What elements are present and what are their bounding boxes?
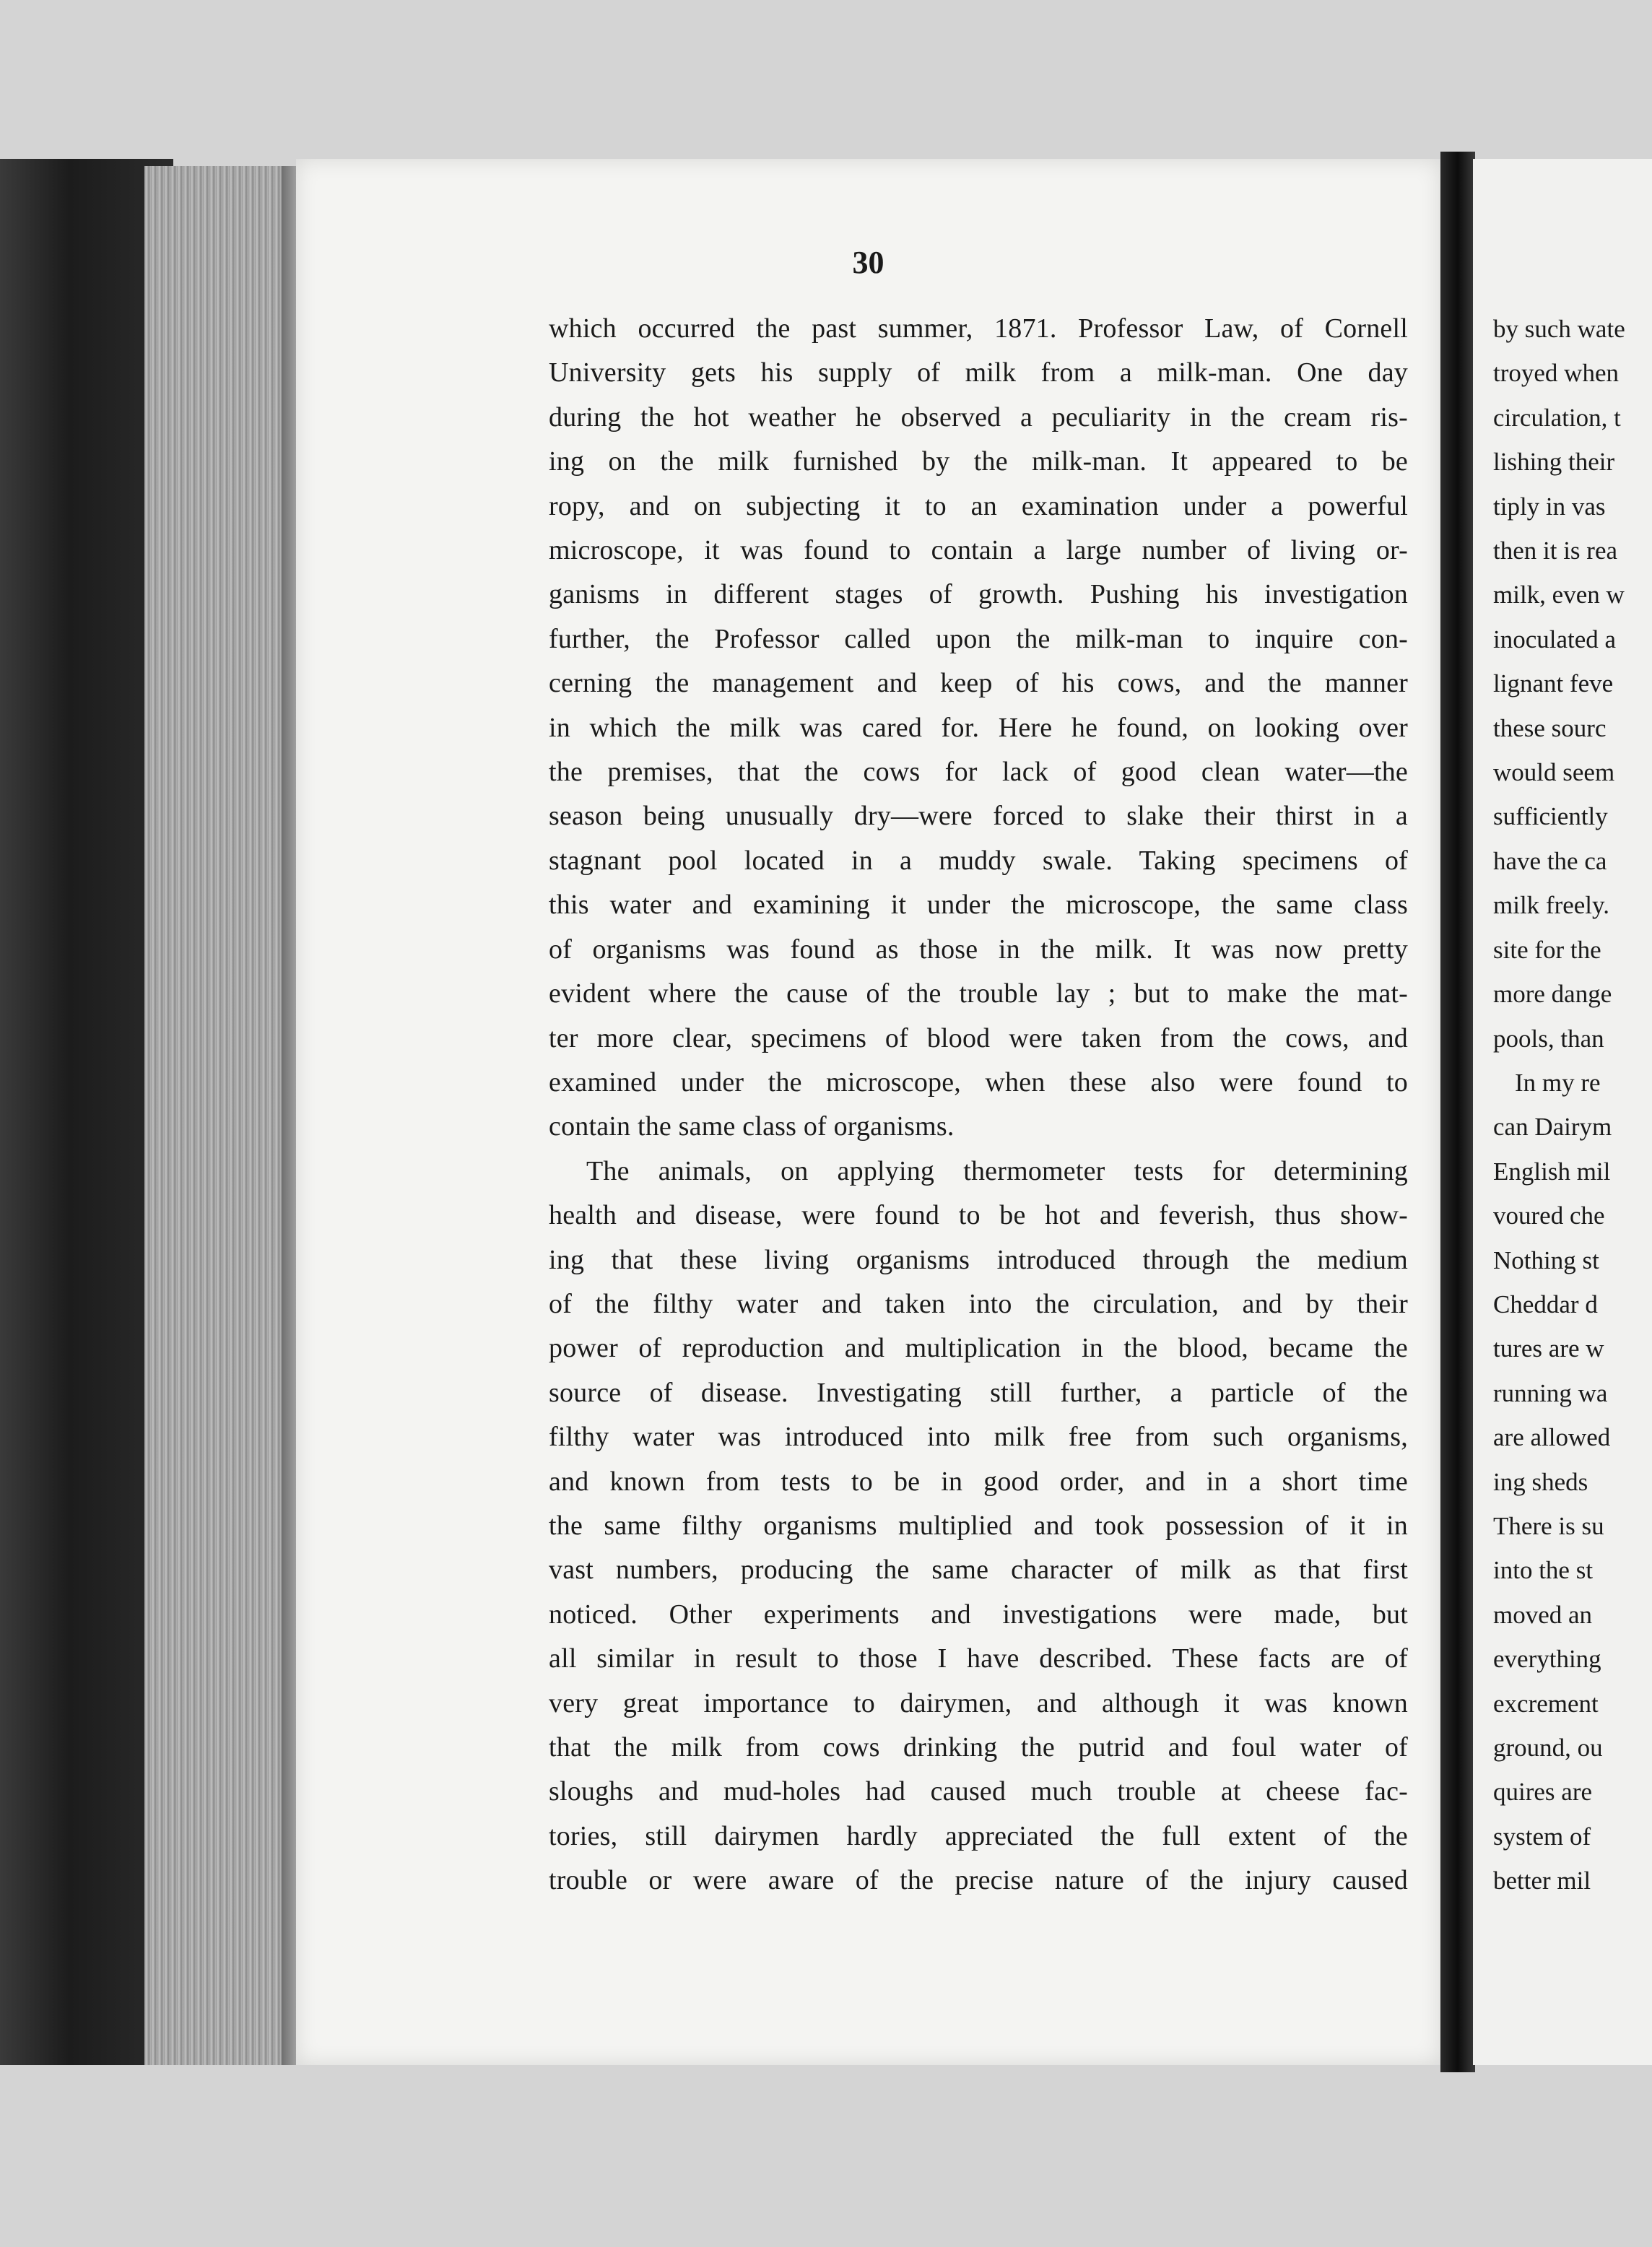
book-gutter: [1440, 152, 1475, 2072]
fragment-line: Nothing st: [1493, 1246, 1599, 1274]
fragment-line: milk freely.: [1493, 891, 1610, 920]
text-line: power of reproduction and multiplication in the blood, became the: [549, 1333, 1408, 1364]
fragment-line: ground, ou: [1493, 1734, 1603, 1762]
fragment-line: would seem: [1493, 758, 1615, 787]
fragment-line: more dange: [1493, 980, 1612, 1009]
text-line: noticed. Other experiments and investigations were made, but: [549, 1599, 1408, 1630]
fragment-line: everything: [1493, 1645, 1601, 1674]
fragment-line: inoculated a: [1493, 625, 1617, 653]
text-line: and known from tests to be in good order, and in a short time: [549, 1466, 1408, 1497]
fragment-line: then it is rea: [1493, 536, 1618, 565]
text-line: of the filthy water and taken into the circulation, and by their: [549, 1288, 1408, 1319]
fragment-line: system of: [1493, 1822, 1591, 1851]
fragment-line: English mil: [1493, 1157, 1611, 1186]
left-page: [296, 159, 1440, 2065]
text-line: tories, still dairymen hardly appreciated the full extent of the: [549, 1820, 1408, 1851]
fragment-line: In my re: [1515, 1068, 1601, 1097]
fragment-line: tiply in vas: [1493, 492, 1606, 521]
text-line: all similar in result to those I have described. These facts are of: [549, 1643, 1408, 1674]
fragment-line: lishing their: [1493, 448, 1615, 477]
fragment-line: circulation, t: [1493, 403, 1621, 432]
right-page-text: [1493, 307, 1652, 1903]
fragment-line: There is su: [1493, 1511, 1604, 1540]
text-line: vast numbers, producing the same character of milk as that first: [549, 1555, 1408, 1586]
page-number: 30: [852, 245, 884, 280]
text-line: ter more clear, specimens of blood were taken from the cows, and: [549, 1022, 1408, 1053]
text-line: examined under the microscope, when these also were found to: [549, 1066, 1408, 1098]
fragment-line: better mil: [1493, 1866, 1591, 1895]
text-line: University gets his supply of milk from a milk-man. One day: [549, 357, 1408, 388]
text-line: microscope, it was found to contain a large number of living or-: [549, 535, 1408, 566]
text-line: health and disease, were found to be hot and feverish, thus show-: [549, 1200, 1408, 1231]
text-line: season being unusually dry—were forced to slake their thirst in a: [549, 801, 1408, 832]
text-line: very great importance to dairymen, and although it was known: [549, 1687, 1408, 1718]
fragment-line: by such wate: [1493, 315, 1625, 343]
text-line: in which the milk was cared for. Here he found, on looking over: [549, 712, 1408, 743]
text-line: further, the Professor called upon the milk-man to inquire con-: [549, 623, 1408, 654]
text-line: evident where the cause of the trouble lay ; but to make the mat-: [549, 978, 1408, 1009]
fragment-line: have the ca: [1493, 846, 1607, 875]
fragment-line: quires are: [1493, 1778, 1593, 1807]
text-line: stagnant pool located in a muddy swale. Taking specimens of: [549, 845, 1408, 876]
text-line: The animals, on applying thermometer tests for determining: [586, 1155, 1408, 1186]
text-line: the premises, that the cows for lack of good clean water—the: [549, 757, 1408, 788]
page-edges: [144, 166, 289, 2065]
fragment-line: can Dairym: [1493, 1113, 1612, 1142]
fragment-line: sufficiently: [1493, 802, 1608, 831]
fragment-line: these sourc: [1493, 713, 1607, 742]
fragment-line: ing sheds: [1493, 1467, 1588, 1496]
text-line: ing on the milk furnished by the milk-man. It appeared to be: [549, 446, 1408, 477]
text-line: the same filthy organisms multiplied and took possession of it in: [549, 1510, 1408, 1541]
text-line: this water and examining it under the microscope, the same class: [549, 890, 1408, 921]
fragment-line: Cheddar d: [1493, 1290, 1598, 1318]
text-line: which occurred the past summer, 1871. Professor Law, of Cornell: [549, 313, 1408, 344]
text-line: ropy, and on subjecting it to an examination under a powerful: [549, 490, 1408, 521]
fragment-line: into the st: [1493, 1556, 1594, 1585]
fragment-line: milk, even w: [1493, 581, 1625, 609]
text-line: ganisms in different stages of growth. Pushing his investigation: [549, 579, 1408, 610]
text-line: contain the same class of organisms.: [549, 1111, 955, 1142]
fragment-line: site for the: [1493, 935, 1601, 964]
fragment-line: pools, than: [1493, 1024, 1604, 1053]
text-line: sloughs and mud-holes had caused much trouble at cheese fac-: [549, 1776, 1408, 1807]
text-line: ing that these living organisms introduced through the medium: [549, 1244, 1408, 1275]
fragment-line: moved an: [1493, 1600, 1593, 1629]
fragment-line: lignant feve: [1493, 669, 1614, 698]
text-line: trouble or were aware of the precise nature of the injury caused: [549, 1865, 1408, 1896]
text-line: cerning the management and keep of his cows, and the manner: [549, 668, 1408, 699]
text-line: filthy water was introduced into milk free from such organisms,: [549, 1422, 1408, 1453]
text-line: of organisms was found as those in the milk. It was now pretty: [549, 934, 1408, 965]
text-line: source of disease. Investigating still further, a particle of the: [549, 1377, 1408, 1408]
text-line: that the milk from cows drinking the putrid and foul water of: [549, 1732, 1408, 1763]
fragment-line: excrement: [1493, 1689, 1599, 1718]
page-body-text: [549, 307, 1408, 1903]
fragment-line: are allowed: [1493, 1423, 1611, 1452]
fragment-line: tures are w: [1493, 1334, 1604, 1363]
fragment-line: voured che: [1493, 1201, 1605, 1230]
fragment-line: running wa: [1493, 1378, 1608, 1407]
fragment-line: troyed when: [1493, 359, 1619, 388]
right-page-fragment: [1473, 159, 1652, 2065]
text-line: during the hot weather he observed a peculiarity in the cream ris-: [549, 401, 1408, 433]
